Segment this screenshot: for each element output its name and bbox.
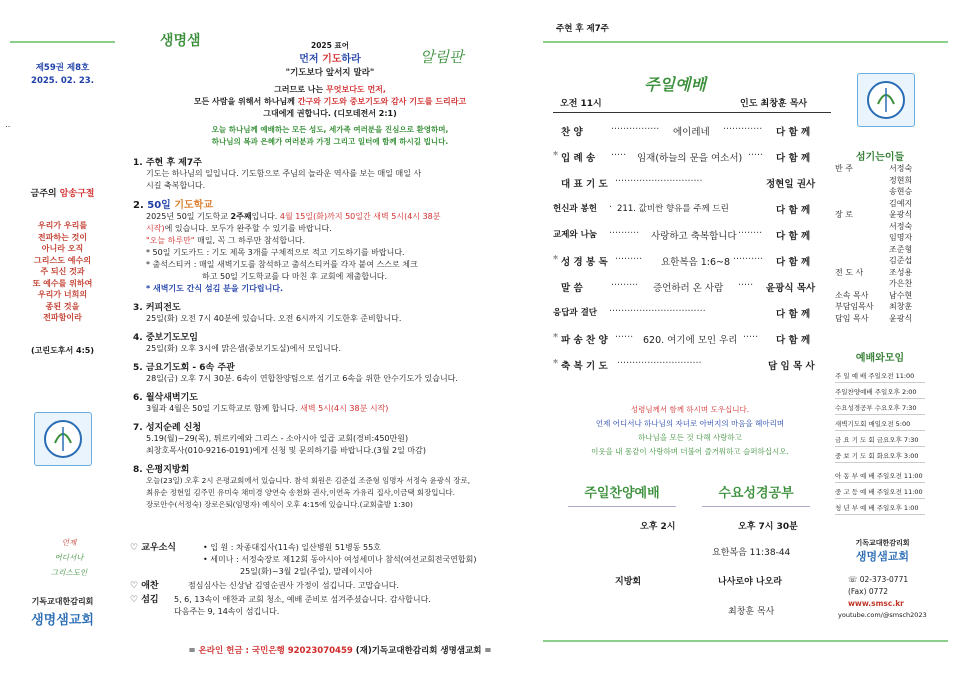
schedule-row	[835, 471, 925, 483]
s: 매일, 꼭 그 하루만 참석합니다.	[194, 236, 306, 245]
item-8-heading: 8. 은평지방회	[133, 465, 190, 475]
item-7-line: 5.19(월)~29(목), 튀르키예와 그리스 - 소아시아 일곱 교회(경비:450만원)	[146, 434, 409, 443]
staff-row	[835, 255, 920, 267]
staff-title: 섬기는이들	[855, 152, 905, 163]
motto	[250, 50, 410, 65]
issue-date: 2025. 02. 23.	[31, 76, 94, 86]
order-row	[553, 124, 833, 150]
order-dots: ································	[609, 306, 706, 317]
notice-family	[130, 542, 535, 580]
item-7-body	[133, 433, 533, 457]
order-row	[553, 228, 833, 254]
blessing-line: 이웃을 내 몸같이 사랑하며 더불어 즐거워하고 슬퍼하십시오.	[591, 447, 789, 456]
verse-heading-prefix: 금주의	[30, 189, 60, 199]
s: 2주째	[230, 212, 252, 221]
schedule-row	[835, 451, 925, 463]
service-divider	[553, 112, 831, 113]
staff-row	[835, 186, 920, 198]
bible-study-preacher: 최창훈 목사	[728, 607, 775, 617]
s: 시작)	[146, 224, 165, 233]
staff-name: 조준형	[889, 244, 913, 254]
schedule-row	[835, 371, 925, 383]
staff-row	[835, 278, 920, 290]
notice-meal-heading: ♡ 애찬	[130, 581, 159, 591]
order-dots: ····························	[617, 358, 702, 369]
service-time: 오전 11시	[560, 99, 602, 109]
order-dots: ·····	[743, 332, 759, 343]
staff-row	[835, 198, 920, 210]
item-1-heading: 1. 주현 후 제7주	[133, 158, 202, 168]
staff-name: 남수현	[889, 290, 913, 300]
church-name: 생명샘교회	[31, 613, 94, 628]
bible-study-topic: 나사로야 나오라	[718, 577, 782, 587]
order-detail: 에이레네	[673, 127, 710, 138]
verse-line: 주 되신 것과	[40, 267, 85, 276]
schedule-name: 새벽기도회	[835, 420, 867, 428]
schedule-row	[835, 487, 925, 499]
schedule-row	[835, 503, 925, 515]
verse2-pre: 모든 사람을 위해서 하나님께	[193, 97, 298, 106]
issue-number: 제59권 제8호	[35, 63, 90, 73]
item-2-line	[146, 223, 533, 235]
sticker-line: 어디서나	[54, 553, 84, 562]
schedule-time: 주일오후 1:00	[876, 504, 919, 512]
logo-text: 생명샘	[160, 33, 201, 49]
staff-name: 윤광식	[889, 313, 913, 323]
verse-line: 아니라 오직	[41, 244, 84, 253]
item-1-line: 시길 축복합니다.	[146, 181, 206, 190]
schedule-time: 주일오전 11:00	[876, 488, 923, 496]
order-dots: ·	[609, 202, 613, 213]
order-dots: ·········	[611, 280, 639, 291]
schedule-list	[835, 371, 927, 521]
item-2-heading	[133, 196, 533, 211]
order-dots: ·····	[611, 150, 627, 161]
church-phone: ☏ 02-373-0771	[848, 575, 909, 584]
schedule-name: 아 동 부 예 배	[835, 472, 875, 480]
staff-name: 윤광식	[889, 210, 913, 219]
order-name: 찬 양	[561, 127, 583, 138]
order-who: 담 임 목 사	[768, 361, 815, 372]
theme-verse	[140, 84, 520, 120]
denomination-name: 기독교대한감리회	[31, 597, 94, 606]
schedule-time: 주일오전 11:00	[876, 472, 923, 480]
order-name: 응답과 결단	[553, 308, 598, 318]
staff-row	[835, 221, 920, 233]
memory-verse	[10, 220, 115, 324]
s: 3월과 4월은 50일 기도학교로 함께 합니다.	[146, 404, 301, 413]
s: 새벽 5시(4시 38분 시작)	[300, 404, 389, 413]
verse-heading	[10, 186, 115, 199]
staff-row	[835, 290, 920, 302]
notice-family-heading: ♡ 교우소식	[130, 543, 176, 553]
item-1-body	[133, 168, 533, 192]
praise-service-note: 지방회	[615, 577, 642, 587]
order-who: 다 함 께	[776, 335, 811, 346]
order-detail: 사랑하고 축복합니다	[651, 231, 737, 242]
item-2-body	[133, 211, 533, 295]
staff-row	[835, 163, 920, 175]
order-dots: ········	[738, 228, 763, 239]
notice-service	[130, 594, 535, 622]
item-4-heading: 4. 중보기도모임	[133, 333, 198, 343]
motto-sub: "기도보다 앞서지 말라"	[285, 68, 375, 78]
staff-list	[835, 163, 925, 324]
church-fax: (Fax) 0772	[848, 587, 888, 596]
blessing-text	[555, 403, 825, 459]
order-detail: 211. 값비싼 향유를 주께 드린	[617, 204, 729, 214]
schedule-name: 청 년 부 예 배	[835, 504, 875, 512]
staff-name: 서정숙	[889, 164, 913, 173]
item-2-line: 하고 50일 기도학교를 다 마친 후 교회에 제출합니다.	[202, 272, 388, 281]
order-star: *	[553, 254, 558, 265]
offering-bank	[150, 644, 530, 656]
order-name: 성 경 봉 독	[561, 257, 608, 268]
top-rule	[543, 41, 948, 43]
order-who: 다 함 께	[776, 257, 811, 268]
order-detail: 증언하러 온 사람	[653, 283, 724, 294]
schedule-time: 수요오후 7:30	[874, 404, 917, 412]
schedule-row	[835, 419, 925, 431]
bible-study-passage: 요한복음 11:38-44	[712, 548, 791, 558]
item-1-line: 기도는 하나님의 일입니다. 기도함으로 주님의 놀라운 역사를 보는 매일 매일 사	[146, 169, 422, 178]
item-3-heading: 3. 커피전도	[133, 303, 181, 313]
order-star: *	[553, 150, 558, 161]
verse-line: 또 예수를 위하여	[32, 278, 93, 288]
praise-service-title: 주일찬양예배	[568, 482, 676, 507]
schedule-name: 주 일 예 배	[835, 372, 867, 380]
left-top-rule	[10, 41, 115, 43]
order-who: 다 함 께	[776, 205, 811, 216]
schedule-name: 중 고 등 예 배	[835, 488, 875, 496]
item-2-hl1: 50일	[147, 200, 175, 211]
order-row	[553, 150, 833, 176]
s: 입니다.	[251, 212, 280, 221]
s: 4월 15일(화)까지 50일간 새벽 5시(4시 38분	[279, 212, 441, 221]
item-4-body: 25일(화) 오후 3시에 맑은샘(중보기도실)에서 모입니다.	[146, 344, 342, 353]
motto-pre: 먼저	[299, 54, 323, 65]
schedule-name: 금 요 기 도 회	[835, 436, 875, 444]
sticker-line: 언제	[61, 538, 77, 547]
staff-name: 임명자	[889, 233, 913, 242]
staff-role: 부담임목사	[835, 302, 874, 311]
notice-meal	[130, 580, 535, 594]
staff-name: 조성용	[889, 267, 913, 277]
order-row	[553, 306, 833, 332]
item-2-line: * 출석스티커 : 매일 새벽기도를 참석하고 출석스티커를 각자 붙여 스스로 체크	[146, 260, 418, 269]
notice-service-line: 5, 6, 13속이 애찬과 교회 청소, 예배 준비로 섬겨주셨습니다. 감사합니다.	[174, 595, 431, 604]
order-name: 헌신과 봉헌	[553, 204, 598, 214]
staff-row	[835, 209, 920, 221]
service-leader: 인도 최창훈 목사	[740, 99, 808, 109]
verse1-pre: 그러므로 나는	[274, 85, 327, 94]
notices	[130, 542, 535, 622]
schedule-time: 주일오후 2:00	[874, 388, 917, 396]
schedule-time: 매일오전 5:00	[868, 420, 911, 428]
dots-mark: ‥	[5, 120, 11, 129]
praise-service-time: 오후 2시	[640, 522, 676, 532]
staff-name: 정현희	[889, 175, 913, 185]
order-who: 다 함 께	[776, 153, 811, 164]
verse-line: 종된 것을	[45, 301, 80, 311]
welcome-line2: 하나님의 복과 은혜가 여러분과 가정 그리고 일터에 함께 하시길 빕니다.	[211, 137, 449, 146]
church-youtube[interactable]: youtube.com/@smsch2023	[838, 611, 927, 619]
order-name: 말 씀	[561, 283, 583, 294]
order-name: 교제와 나눔	[553, 230, 598, 240]
week-label: 주현 후 제7주	[556, 24, 609, 34]
schedule-row	[835, 403, 925, 415]
sticker-line: 그리스도인	[50, 568, 88, 577]
item-2-line	[146, 235, 533, 247]
order-dots: ················	[611, 124, 660, 135]
s: 2025년 50일 기도학교	[146, 212, 231, 221]
item-7-line: 최창호목사(010-9216-0191)에게 신청 및 문의하기를 바랍니다.(3월 2일 마감)	[146, 446, 426, 455]
item-6-heading: 6. 월삭새벽기도	[133, 393, 198, 403]
schedule-row	[835, 435, 925, 447]
s: "오늘 하루만"	[146, 236, 195, 245]
order-star: *	[553, 358, 558, 369]
order-detail: 요한복음 1:6~8	[661, 257, 731, 268]
order-dots: ·····	[748, 150, 764, 161]
item-8-line: 오늘(23일) 오후 2시 은평교회에서 있습니다. 참석 회원은 김준섭 조준형 임명자 서정숙 윤광식 장로,	[146, 476, 471, 485]
order-dots: ··········	[733, 254, 764, 265]
staff-row	[835, 301, 920, 313]
schedule-row	[835, 387, 925, 399]
order-dots: ·············	[723, 124, 763, 135]
blessing-line: 언제 어디서나 하나님의 자녀로 아버지의 마음을 헤아리며	[595, 419, 785, 428]
order-dots: ·········	[615, 254, 643, 265]
motto-year: 2025 표어	[311, 41, 349, 50]
verse-line: 우리가 너희의	[37, 290, 88, 299]
staff-row	[835, 267, 920, 279]
sticker-text	[44, 535, 94, 580]
staff-row	[835, 313, 920, 325]
order-who: 정현일 권사	[766, 179, 816, 190]
verse1-highlight: 무엇보다도 먼저,	[326, 85, 386, 94]
order-row	[553, 332, 833, 358]
notice-meal-line: 점심심사는 신상남 김영순권사 가정이 섬깁니다. 고맙습니다.	[188, 581, 399, 590]
staff-role: 전 도 사	[835, 267, 864, 277]
bible-study-title: 수요성경공부	[702, 482, 810, 507]
verse-line: 전파함이라	[43, 313, 82, 322]
order-star: *	[553, 332, 558, 343]
verse-heading-highlight: 암송구절	[59, 189, 95, 199]
item-3-body: 25일(화) 오전 7시 40분에 있습니다. 오전 6시까지 기도한후 준비합니다.	[146, 314, 402, 323]
order-row	[553, 358, 833, 384]
item-8-body	[133, 475, 533, 511]
staff-name: 최창훈	[889, 302, 913, 311]
bottom-rule	[543, 640, 948, 642]
item-5-body: 28일(금) 오후 7시 30분. 6속이 연합찬양팀으로 섬기고 6속을 위한 안수기도가 있습니다.	[146, 374, 458, 383]
staff-role: 장 로	[835, 210, 853, 219]
staff-name: 김예지	[889, 198, 913, 208]
order-row	[553, 254, 833, 280]
staff-row	[835, 244, 920, 256]
order-who: 윤광식 목사	[766, 283, 816, 294]
bank-post: (재)기독교대한감리회 생명샘교회 =	[352, 646, 492, 656]
motto-highlight: 기도	[322, 54, 342, 65]
verse-line: 그리스도 예수의	[34, 255, 91, 265]
theme-verse-line3: 그대에게 권합니다. (디모데전서 2:1)	[263, 109, 397, 118]
bank-pre: =	[188, 646, 199, 656]
church-website[interactable]: www.smsc.kr	[848, 599, 904, 608]
order-dots: ·····	[738, 280, 754, 291]
item-8-line: 최유순 정현일 김주민 유미숙 채미경 양연숙 송천화 권사,이연옥 가유리 집사,이금택 회장입니다.	[146, 488, 455, 497]
service-title: 주일예배	[644, 75, 706, 94]
theme-verse-line1	[140, 84, 520, 96]
order-name: 대 표 기 도	[561, 179, 608, 190]
blessing-line: 성령님께서 함께 하시며 도우십니다.	[630, 405, 750, 414]
item-2-line	[146, 211, 533, 223]
verse2-highlight: 간구와 기도와 중보기도와 감사 기도를 드리라고	[297, 97, 467, 106]
order-detail: 임재(하늘의 문을 여소서)	[637, 153, 743, 164]
church-logo-icon	[34, 412, 92, 466]
order-name: 입 례 송	[561, 153, 596, 164]
verse-line: 우리가 우리를	[37, 221, 88, 230]
item-6-body	[133, 403, 533, 415]
order-who: 다 함 께	[776, 127, 811, 138]
bank-account: 온라인 헌금 : 국민은행 92023070459	[198, 646, 353, 656]
motto-post: 하라	[341, 54, 361, 65]
staff-name: 서정숙	[889, 221, 913, 231]
order-row	[553, 176, 833, 202]
item-2-line: * 새벽기도 간식 섬김 분을 기다립니다.	[146, 284, 284, 293]
notice-family-line: • 입 원 : 차종대집사(11속) 일산병원 51병동 55호	[203, 543, 381, 552]
staff-role: 소속 목사	[835, 290, 869, 300]
bible-study-time: 오후 7시 30분	[738, 522, 798, 532]
blessing-line: 하나님을 모든 것 다해 사랑하고	[638, 433, 742, 442]
schedule-time: 화요오후 3:00	[876, 452, 919, 460]
schedule-title: 예배와모임	[855, 353, 905, 364]
notice-service-heading: ♡ 섬김	[130, 595, 159, 605]
s: 에 있습니다. 모두가 완주할 수 있기를 바랍니다.	[164, 224, 332, 233]
order-dots: ······	[615, 332, 634, 343]
schedule-name: 중 보 기 도 회	[835, 452, 875, 460]
staff-name: 송현승	[889, 187, 913, 196]
announcements	[133, 155, 533, 511]
order-detail: 620. 여기에 모인 우리	[643, 335, 738, 346]
schedule-time: 금요오후 7:30	[876, 436, 919, 444]
order-who: 다 함 께	[776, 231, 811, 242]
item-2-hl2: 기도학교	[174, 200, 213, 211]
staff-role: 담임 목사	[835, 313, 869, 323]
staff-row	[835, 232, 920, 244]
notice-family-line: • 세미나 : 서정숙장로 제12회 동아시아 여성세미나 참석(여선교회전국연합회)	[203, 555, 477, 564]
staff-row	[835, 175, 920, 187]
item-8-line: 장로안수(서정숙) 장로은퇴(임명자) 예식이 오후 4:15에 있습니다.(교회출발 1:30)	[146, 500, 413, 509]
order-dots: ·····························	[615, 176, 703, 187]
theme-verse-line2	[140, 96, 520, 108]
schedule-name: 수요성경공부	[835, 404, 873, 412]
item-2-line: * 50일 기도카드 : 기도 제목 3개를 구체적으로 적고 기도하기를 바랍니다.	[146, 248, 405, 257]
item-2-num: 2.	[133, 200, 148, 211]
handwritten-title: 알림판	[420, 48, 464, 66]
verse-reference: (고린도후서 4:5)	[30, 346, 95, 355]
item-5-heading: 5. 금요기도회 - 6속 주관	[133, 363, 235, 373]
order-of-worship	[553, 124, 833, 384]
staff-name: 가은찬	[889, 279, 913, 288]
order-who: 다 함 께	[776, 309, 811, 320]
order-dots: ··········	[609, 228, 640, 239]
schedule-time: 주일오전 11:00	[868, 372, 915, 380]
welcome-message	[130, 124, 530, 148]
notice-service-line: 다음주는 9, 14속이 섬깁니다.	[174, 607, 280, 616]
staff-name: 김준섭	[889, 256, 913, 265]
order-name: 축 복 기 도	[561, 361, 608, 372]
order-name: 파 송 찬 양	[561, 335, 608, 346]
order-row	[553, 202, 833, 228]
notice-family-line: 25일(화)~3월 2일(주일), 말레이시아	[240, 567, 373, 576]
church-name: 생명샘교회	[855, 550, 910, 563]
denomination-name: 기독교대한감리회	[855, 539, 910, 547]
item-7-heading: 7. 성지순례 신청	[133, 423, 202, 433]
church-logo-icon	[857, 73, 915, 127]
verse-line: 전파하는 것이	[37, 232, 88, 242]
welcome-line1: 오늘 하나님께 예배하는 모든 성도, 세가족 여러분을 진심으로 환영하며,	[211, 125, 449, 134]
staff-role: 반 주	[835, 164, 853, 173]
schedule-name: 주일찬양예배	[835, 388, 873, 396]
order-row	[553, 280, 833, 306]
